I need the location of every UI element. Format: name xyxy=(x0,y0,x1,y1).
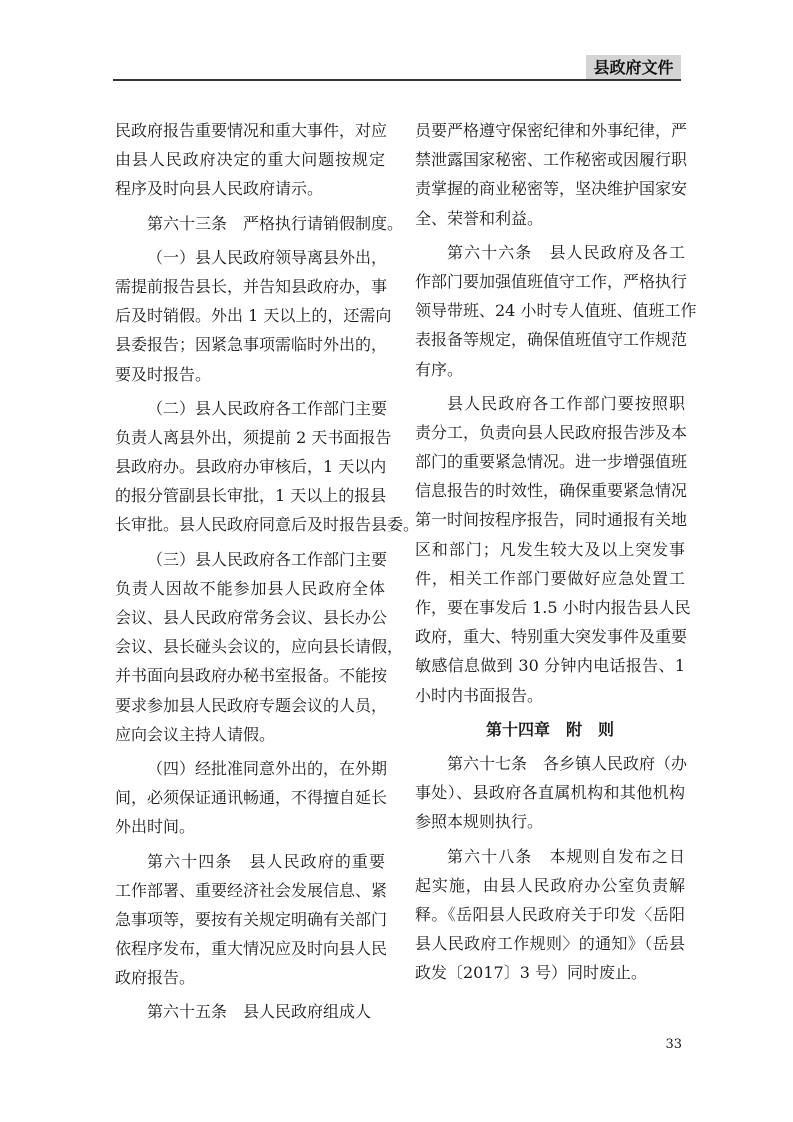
page-number: 33 xyxy=(665,1037,682,1052)
text-line: 政府，重大、特别重大突发事件及重要 xyxy=(415,627,688,647)
header-rule xyxy=(113,79,681,81)
text-line: 工作部署、重要经济社会发展信息、紧 xyxy=(115,880,388,900)
text-line: （三）县人民政府各工作部门主要 xyxy=(147,549,388,569)
text-line: 间，必须保证通讯畅通，不得擅自延长 xyxy=(115,788,388,808)
text-line: 政发〔2017〕3 号）同时废止。 xyxy=(415,963,647,983)
text-line: （二）县人民政府各工作部门主要 xyxy=(147,398,388,418)
text-line: 作，要在事发后 1.5 小时内报告县人民 xyxy=(415,598,691,617)
text-line: 参照本规则执行。 xyxy=(415,812,544,832)
text-line: 程序及时向县人民政府请示。 xyxy=(115,179,324,199)
text-line: 负责人离县外出，须提前 2 天书面报告 xyxy=(115,427,392,447)
paragraph xyxy=(415,238,697,384)
text-line: 责掌握的商业秘密等，坚决维护国家安 xyxy=(415,179,688,199)
text-line: 县委报告；因紧急事项需临时外出的， xyxy=(115,335,388,355)
paragraph xyxy=(115,847,388,993)
left-column xyxy=(115,116,420,1027)
paragraph xyxy=(115,997,385,1026)
text-line: 应向会议主持人请假。 xyxy=(115,724,276,744)
text-line: 县人民政府工作规则〉的通知》（岳县 xyxy=(415,934,685,954)
paragraph xyxy=(415,389,691,710)
text-line: （一）县人民政府领导离县外出， xyxy=(147,247,388,267)
text-line: 政府报告。 xyxy=(115,968,196,988)
text-line: 第六十八条 本规则自发布之日 xyxy=(447,846,685,866)
paragraph xyxy=(415,749,688,837)
text-line: 急事项等，要按有关规定明确有关部门 xyxy=(115,909,388,929)
text-line: 县人民政府各工作部门要按照职 xyxy=(447,393,685,413)
text-line: 后及时销假。外出 1 天以上的，还需向 xyxy=(115,306,392,326)
text-line: 员要严格遵守保密纪律和外事纪律，严 xyxy=(415,121,688,140)
chapter-heading: 第十四章 附 则 xyxy=(485,719,614,739)
text-line: 要求参加县人民政府专题会议的人员， xyxy=(115,695,388,715)
text-line: 信息报告的时效性，确保重要紧急情况 xyxy=(415,481,688,501)
text-line: 负责人因故不能参加县人民政府全体 xyxy=(115,578,385,598)
text-line: 第一时间按程序报告，同时通报有关地 xyxy=(415,510,688,530)
text-line: 要及时报告。 xyxy=(115,364,212,384)
text-line: 第六十六条 县人民政府及各工 xyxy=(447,242,685,262)
paragraph xyxy=(115,243,392,389)
text-line: 释。《岳阳县人民政府关于印发〈岳阳 xyxy=(415,904,685,924)
text-line: 并书面向县政府办秘书室报备。不能按 xyxy=(115,666,388,686)
text-line: 有序。 xyxy=(415,359,464,379)
text-line: 民政府报告重要情况和重大事件，对应 xyxy=(115,121,388,140)
text-line: 敏感信息做到 30 分钟内电话报告、1 xyxy=(415,656,685,676)
text-line: 县政府办。县政府办审核后，1 天以内 xyxy=(115,457,387,477)
text-line: 第六十七条 各乡镇人民政府（办 xyxy=(447,753,688,773)
paragraph xyxy=(415,116,688,233)
text-line: 第六十三条 严格执行请销假制度。 xyxy=(147,213,404,233)
paragraph xyxy=(115,116,388,204)
paragraph xyxy=(415,842,685,988)
text-line: 小时内书面报告。 xyxy=(415,685,544,705)
paragraph xyxy=(115,394,420,540)
text-line: 区和部门；凡发生较大及以上突发事 xyxy=(415,539,685,559)
document-section-tag: 县政府文件 xyxy=(586,55,681,81)
text-line: 长审批。县人民政府同意后及时报告县委。 xyxy=(115,515,420,535)
text-line: 会议、县长碰头会议的，应向县长请假， xyxy=(115,637,404,657)
text-line: 表报备等规定，确保值班值守工作规范 xyxy=(415,330,688,350)
text-line: 件，相关工作部门要做好应急处置工 xyxy=(415,568,685,588)
text-line: 全、荣誉和利益。 xyxy=(415,208,544,228)
text-line: 起实施，由县人民政府办公室负责解 xyxy=(415,875,685,895)
text-line: 依程序发布，重大情况应及时向县人民 xyxy=(115,939,388,959)
text-line: 禁泄露国家秘密、工作秘密或因履行职 xyxy=(415,150,688,170)
text-line: 部门的重要紧急情况。进一步增强值班 xyxy=(415,452,688,472)
paragraph xyxy=(115,754,388,842)
text-line: 作部门要加强值班值守工作，严格执行 xyxy=(415,271,688,291)
paragraph xyxy=(115,545,404,749)
text-line: （四）经批准同意外出的，在外期 xyxy=(147,758,388,778)
text-line: 会议、县人民政府常务会议、县长办公 xyxy=(115,608,388,627)
text-line: 责分工，负责向县人民政府报告涉及本 xyxy=(415,422,688,442)
paragraph xyxy=(115,209,404,238)
text-line: 的报分管副县长审批，1 天以上的报县 xyxy=(115,486,387,506)
right-column xyxy=(415,116,697,987)
text-line: 第六十四条 县人民政府的重要 xyxy=(147,851,385,871)
text-line: 事处）、县政府各直属机构和其他机构 xyxy=(415,783,685,803)
text-line: 需提前报告县长，并告知县政府办，事 xyxy=(115,276,388,296)
text-line: 第六十五条 县人民政府组成人 xyxy=(147,1002,372,1022)
text-line: 外出时间。 xyxy=(115,817,196,837)
text-line: 领导带班、24 小时专人值班、值班工作 xyxy=(415,301,697,321)
text-line: 由县人民政府决定的重大问题按规定 xyxy=(115,150,385,170)
